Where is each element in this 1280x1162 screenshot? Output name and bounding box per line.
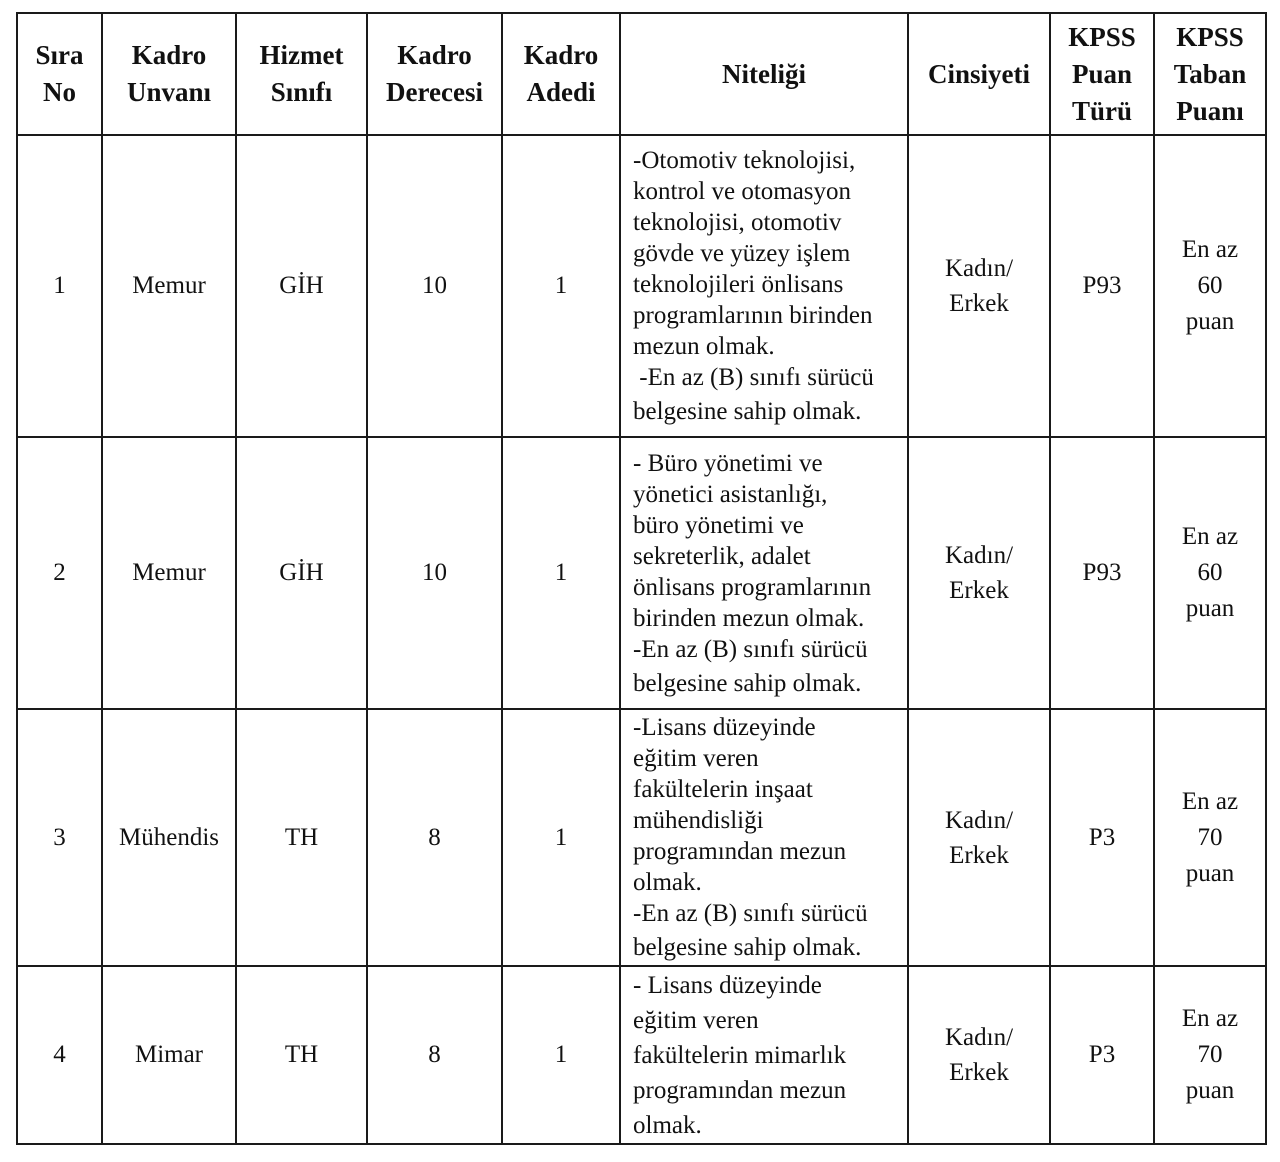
cell-kadro-adedi: 1 — [502, 135, 620, 437]
cell-kpss-puan-turu: P3 — [1050, 709, 1154, 966]
cell-kpss-taban-puani: En az 70 puan — [1154, 709, 1266, 966]
cell-kadro-adedi: 1 — [502, 437, 620, 709]
header-niteligi: Niteliği — [620, 13, 908, 135]
header-kpss-taban-puani: KPSS Taban Puanı — [1154, 13, 1266, 135]
cell-sira-no: 1 — [17, 135, 102, 437]
header-kadro-derecesi: Kadro Derecesi — [367, 13, 502, 135]
cell-hizmet-sinifi: GİH — [236, 437, 367, 709]
cell-kadro-derecesi: 8 — [367, 709, 502, 966]
cell-kpss-taban-puani: En az 70 puan — [1154, 966, 1266, 1144]
cell-niteligi: -Lisans düzeyinde eğitim veren fakültelerin inşaat mühendisliği programından mezun olmak. -En az (B) sınıfı sürücü belgesine sahip olmak. — [620, 709, 908, 966]
cell-niteligi: -Otomotiv teknolojisi, kontrol ve otomasyon teknolojisi, otomotiv gövde ve yüzey işlem teknolojileri önlisans programlarının birinden mezun olmak. -En az (B) sınıfı sürücü belgesine sahip olmak. — [620, 135, 908, 437]
cell-kpss-puan-turu: P3 — [1050, 966, 1154, 1144]
table-row — [17, 709, 1266, 966]
cell-kadro-derecesi: 10 — [367, 135, 502, 437]
table-row — [17, 437, 1266, 709]
table-row — [17, 966, 1266, 1144]
cell-kpss-puan-turu: P93 — [1050, 437, 1154, 709]
header-sira-no: Sıra No — [17, 13, 102, 135]
cell-kadro-adedi: 1 — [502, 966, 620, 1144]
cell-niteligi: - Büro yönetimi ve yönetici asistanlığı, büro yönetimi ve sekreterlik, adalet önlisans programlarının birinden mezun olmak. -En az (B) sınıfı sürücü belgesine sahip olmak. — [620, 437, 908, 709]
header-kadro-adedi: Kadro Adedi — [502, 13, 620, 135]
cell-kpss-taban-puani: En az 60 puan — [1154, 135, 1266, 437]
cell-kadro-unvani: Mimar — [102, 966, 236, 1144]
staff-positions-table — [16, 12, 1267, 1145]
cell-kpss-taban-puani: En az 60 puan — [1154, 437, 1266, 709]
cell-sira-no: 3 — [17, 709, 102, 966]
cell-kadro-derecesi: 10 — [367, 437, 502, 709]
cell-cinsiyeti: Kadın/ Erkek — [908, 135, 1050, 437]
cell-hizmet-sinifi: TH — [236, 709, 367, 966]
cell-niteligi: - Lisans düzeyinde eğitim veren fakültelerin mimarlık programından mezun olmak. — [620, 966, 908, 1144]
cell-kadro-unvani: Memur — [102, 437, 236, 709]
cell-cinsiyeti: Kadın/ Erkek — [908, 966, 1050, 1144]
cell-kadro-adedi: 1 — [502, 709, 620, 966]
cell-sira-no: 4 — [17, 966, 102, 1144]
cell-kadro-derecesi: 8 — [367, 966, 502, 1144]
header-kpss-puan-turu: KPSS Puan Türü — [1050, 13, 1154, 135]
header-hizmet-sinifi: Hizmet Sınıfı — [236, 13, 367, 135]
table-row — [17, 135, 1266, 437]
cell-hizmet-sinifi: GİH — [236, 135, 367, 437]
header-cinsiyeti: Cinsiyeti — [908, 13, 1050, 135]
cell-cinsiyeti: Kadın/ Erkek — [908, 709, 1050, 966]
header-kadro-unvani: Kadro Unvanı — [102, 13, 236, 135]
cell-kpss-puan-turu: P93 — [1050, 135, 1154, 437]
cell-sira-no: 2 — [17, 437, 102, 709]
cell-kadro-unvani: Memur — [102, 135, 236, 437]
cell-cinsiyeti: Kadın/ Erkek — [908, 437, 1050, 709]
cell-kadro-unvani: Mühendis — [102, 709, 236, 966]
header-row — [17, 13, 1266, 135]
cell-hizmet-sinifi: TH — [236, 966, 367, 1144]
